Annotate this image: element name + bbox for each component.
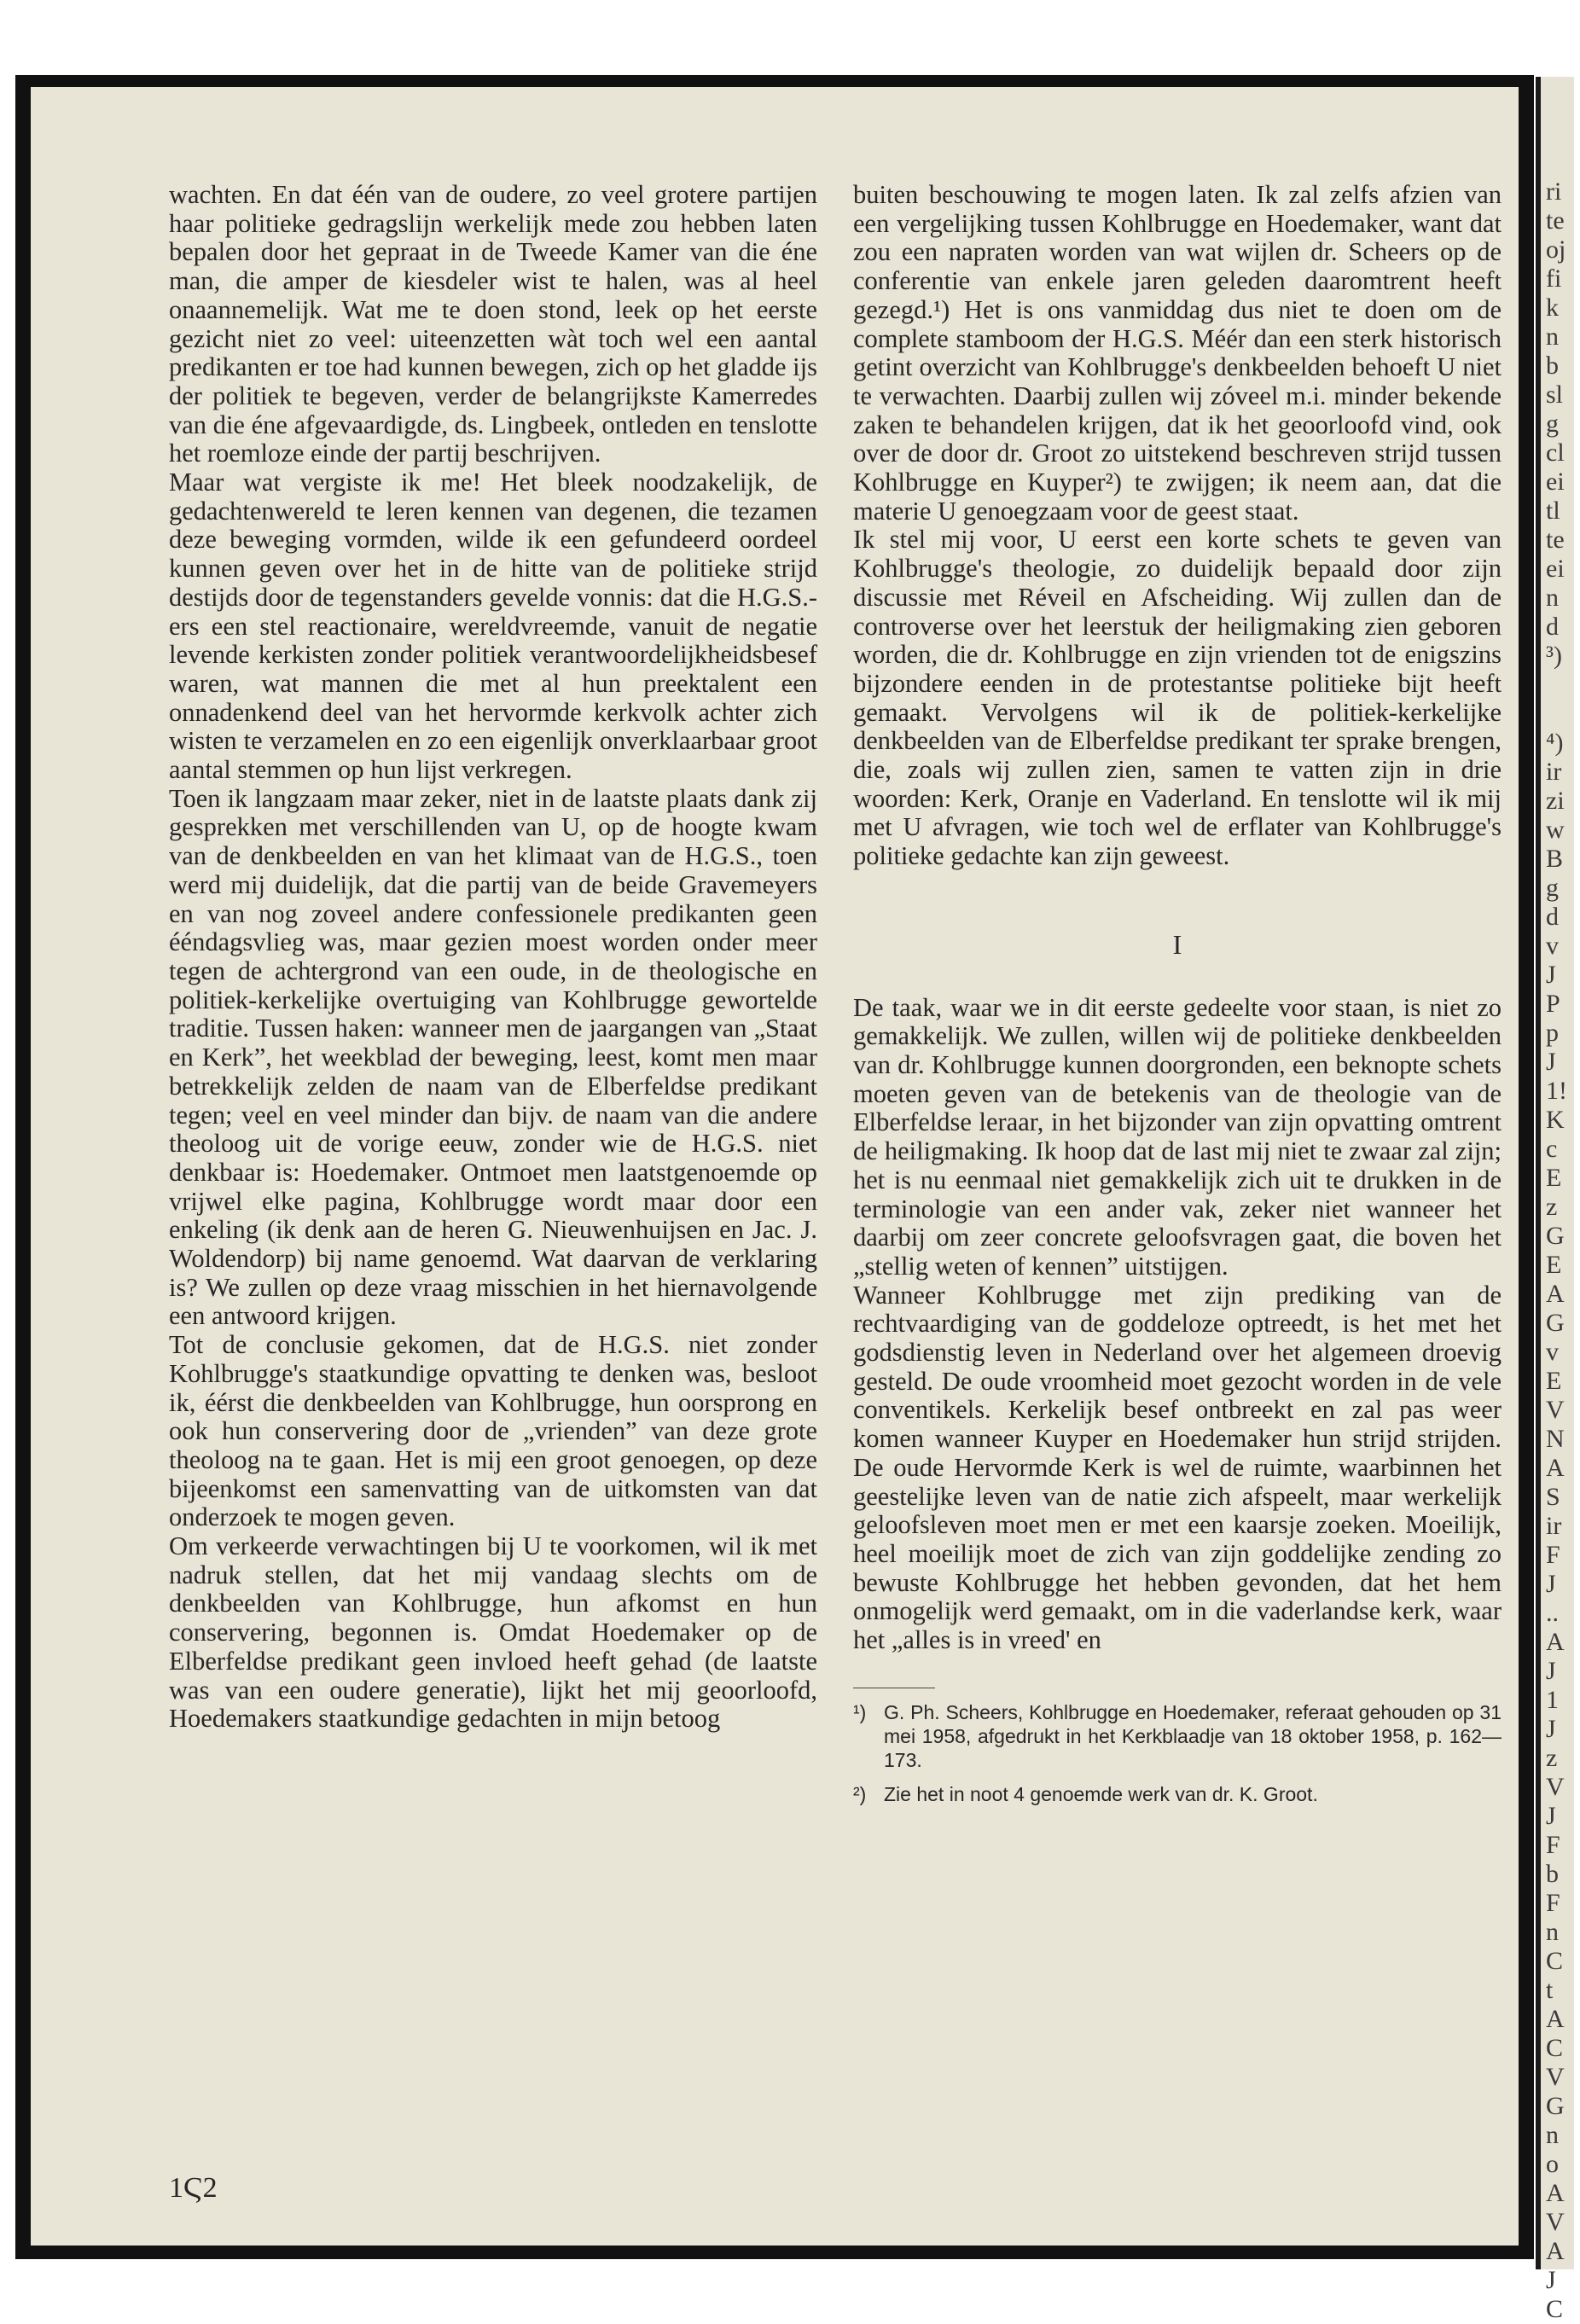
- footnote-text: G. Ph. Scheers, Kohlbrugge en Hoedemaker, referaat gehouden op 31 mei 1958, afgedrukt in het Kerkblaadje van 18 oktober 1958, p. 162—173.: [884, 1700, 1502, 1771]
- page-number: 1Ϛ2: [169, 2172, 218, 2204]
- paragraph: Om verkeerde verwachtingen bij U te voorkomen, wil ik met nadruk stellen, dat het mij vandaag slechts om de denkbeelden van Kohlbrugge, hun afkomst en hun conservering, begonnen is. Omdat Hoedemaker op de Elberfeldse predikant geen invloed heeft gehad (de laatste was van een oudere generatie), lijkt het mij geoorloofd, Hoedemakers staatkundige gedachten in mijn betoog: [169, 1531, 817, 1734]
- paragraph: buiten beschouwing te mogen laten. Ik zal zelfs afzien van een vergelijking tussen Kohlbrugge en Hoedemaker, want dat zou een napraten worden van wat wijlen dr. Scheers op de conferentie van enkele jaren geleden daaromtrent heeft gezegd.¹) Het is ons vanmiddag dus niet te doen om de complete stamboom der H.G.S. Méér dan een sterk historisch getint overzicht van Kohlbrugge's denkbeelden behoeft U niet te verwachten. Daarbij zullen wij zóveel m.i. minder bekende zaken te behandelen krijgen, dat ik het geoorloofd vind, ook over de door dr. Groot zo uitstekend beschreven strijd tussen Kohlbrugge en Kuyper²) te zwijgen; ik neem aan, dat die materie U genoegzaam voor de geest staat.: [853, 180, 1502, 526]
- footnote-mark: ²): [853, 1782, 867, 1805]
- paragraph: Maar wat vergiste ik me! Het bleek noodzakelijk, de gedachtenwereld te leren kennen van degenen, die tezamen deze beweging vormden, wilde ik een gefundeerd oordeel kunnen geven over het in de hitte van de politieke strijd destijds door de tegenstanders gevelde vonnis: dat die H.G.S.-ers een stel reactionaire, wereldvreemde, vanuit de negatie levende kerkisten zonder politiek verantwoordelijkheidsbesef waren, wat mannen die met al hun preektalent een onnadenkend deel van het hervormde kerkvolk achter zich wisten te verzamelen en zo een eigenlijk onverklaarbaar groot aantal stemmen op hun lijst verkregen.: [169, 468, 817, 785]
- adjacent-page-edge: [1536, 77, 1574, 2323]
- paragraph: wachten. En dat één van de oudere, zo veel grotere partijen haar politieke gedragslijn werkelijk mede zou hebben laten bepalen door het gepraat in de Tweede Kamer van die éne man, die amper de kiesdeler wist te halen, was al heel onaannemelijk. Wat me te doen stond, leek op het eerste gezicht niet zo veel: uiteenzetten wàt toch wel een aantal predikanten er toe had kunnen bewegen, zich op het gladde ijs der politiek te begeven, verder de belangrijkste Kamerredes van die éne afgevaardigde, ds. Lingbeek, ontleden en tenslotte het roemloze einde der partij beschrijven.: [169, 180, 817, 468]
- paragraph: Ik stel mij voor, U eerst een korte schets te geven van Kohlbrugge's theologie, zo duidelijk bepaald door zijn discussie met Réveil en Afscheiding. Wij zullen dan de controverse over het leerstuk der heiligmaking zien geboren worden, die dr. Kohlbrugge en zijn vrienden tot de enigszins bijzondere eenden in de protestantse politieke bijt heeft gemaakt. Vervolgens wil ik de politiek-kerkelijke denkbeelden van de Elberfeldse predikant ter sprake brengen, die, zoals wij zullen zien, samen te vatten zijn in drie woorden: Kerk, Oranje en Vaderland. En tenslotte wil ik mij met U afvragen, wie toch wel de erflater van Kohlbrugge's politieke gedachte kan zijn geweest.: [853, 525, 1502, 871]
- paragraph: Wanneer Kohlbrugge met zijn prediking van de rechtvaardiging van de goddeloze optreedt, is het met het godsdienstig leven in Nederland over het algemeen droevig gesteld. De oude vroomheid moet gezocht worden in de vele conventikels. Kerkelijk besef ontbreekt en zal pas weer komen wanneer Kuyper en Hoedemaker hun strijd strijden. De oude Hervormde Kerk is wel de ruimte, waarbinnen het geestelijke leven van de natie zich afspeelt, maar werkelijk geloofsleven moet men er met een kaarsje zoeken. Moeilijk, heel moeilijk moet de zich van zijn goddelijke zending zo bewuste Kohlbrugge het hebben gevonden, dat het hem onmogelijk werd gemaakt, om in die vaderlandse kerk, waar het „alles is in vreed' en: [853, 1280, 1502, 1655]
- paragraph: De taak, waar we in dit eerste gedeelte voor staan, is niet zo gemakkelijk. We zullen, willen wij de politieke denkbeelden van dr. Kohlbrugge kunnen doorgronden, een beknopte schets moeten geven van de betekenis van de theologie van de Elberfeldse leraar, in het bijzonder van zijn opvatting omtrent de heiligmaking. Ik hoop dat de last mij niet te zwaar zal zijn; het is nu eenmaal niet gemakkelijk zich uit te drukken in de terminologie van een ander vak, zeker niet wanneer het daarbij om zeer concrete geloofsvragen gaat, die boven het „stellig weten of kennen” uitstijgen.: [853, 992, 1502, 1281]
- left-column: [169, 181, 817, 1734]
- section-numeral: I: [1172, 928, 1182, 960]
- adjacent-page-text: ri te oj fi k n b sl g cl ei tl te ei n d ³) ⁴) ir zi w B g d v J P p J 1! K c E z G E A G v E V N A S ir F J .. A J 1 J z V J F b F n C t A C V G n o A V A J C: [1546, 177, 1567, 2323]
- footnote-mark: ¹): [853, 1700, 867, 1723]
- right-column: [853, 181, 1502, 1816]
- paragraph: Toen ik langzaam maar zeker, niet in de laatste plaats dank zij gesprekken met verschillenden van U, op de hoogte kwam van de denkbeelden en van het klimaat van de H.G.S., toen werd mij duidelijk, dat die partij van de beide Gravemeyers en van nog zoveel andere confessionele predikanten geen ééndagsvlieg was, maar gezien moest worden onder meer tegen de achtergrond van een oude, in de theologische en politiek-kerkelijke overtuiging van Kohlbrugge gewortelde traditie. Tussen haken: wanneer men de jaargangen van „Staat en Kerk”, het weekblad der beweging, leest, komt men maar betrekkelijk zelden de naam van de Elberfeldse predikant tegen; veel en veel minder dan bijv. de naam van die andere theoloog uit de vorige eeuw, zonder wie de H.G.S. niet denkbaar is: Hoedemaker. Ontmoet men laatstgenoemde op vrijwel elke pagina, Kohlbrugge wordt maar door een enkeling (ik denk aan de heren G. Nieuwenhuijsen en Jac. J. Woldendorp) bij name genoemd. Wat daarvan de verklaring is? We zullen op deze vraag misschien in het hiernavolgende een antwoord krijgen.: [169, 783, 817, 1331]
- paragraph: Tot de conclusie gekomen, dat de H.G.S. niet zonder Kohlbrugge's staatkundige opvatting te denken was, besloot ik, éérst die denkbeelden van Kohlbrugge, hun oorsprong en ook hun conservering door de „vrienden” van deze grote theoloog na te gaan. Het is mij een groot genoegen, op deze bijeenkomst een samenvatting van de uitkomsten van dat onderzoek te mogen geven.: [169, 1330, 817, 1532]
- footnote: [853, 1782, 1502, 1806]
- footnote: [853, 1700, 1502, 1772]
- footnote-text: Zie het in noot 4 genoemde werk van dr. K. Groot.: [884, 1782, 1318, 1805]
- page-spine: [1536, 77, 1541, 2269]
